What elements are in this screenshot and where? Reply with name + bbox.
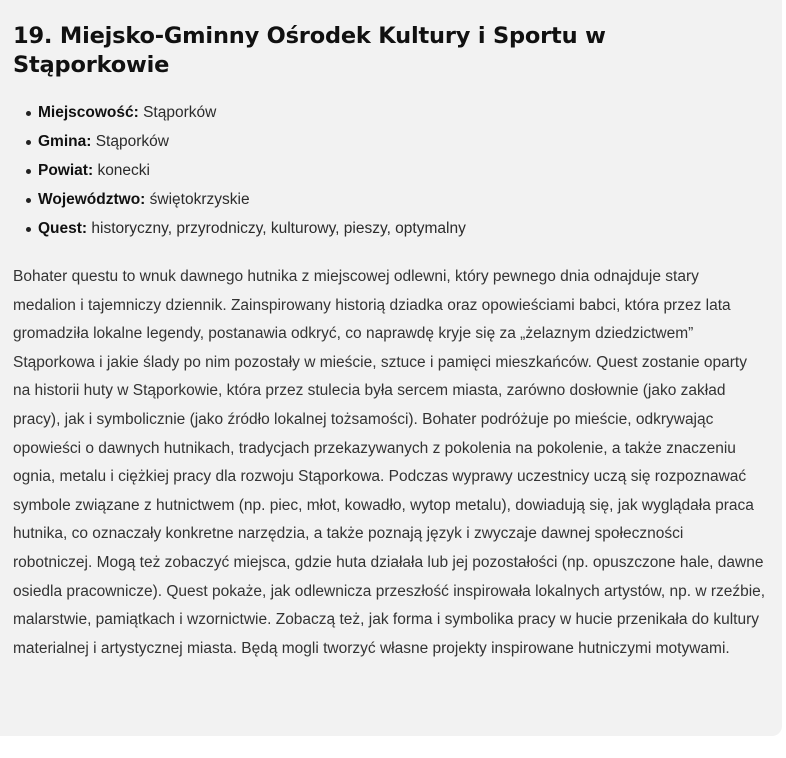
- detail-value: Stąporków: [143, 104, 217, 121]
- detail-value: konecki: [97, 162, 150, 179]
- details-list: [13, 98, 768, 243]
- detail-label: Gmina:: [38, 133, 92, 150]
- detail-value: historyczny, przyrodniczy, kulturowy, pieszy, optymalny: [91, 220, 466, 237]
- quest-title: 19. Miejsko-Gminny Ośrodek Kultury i Sportu w Stąporkowie: [13, 23, 606, 78]
- detail-label: Miejscowość:: [38, 104, 139, 121]
- detail-item-wojewodztwo: [38, 185, 768, 214]
- detail-item-quest: [38, 214, 768, 243]
- detail-value: świętokrzyskie: [149, 191, 250, 208]
- detail-item-gmina: [38, 127, 768, 156]
- detail-item-miejscowosc: [38, 98, 768, 127]
- detail-label: Quest:: [38, 220, 88, 237]
- detail-value: Stąporków: [95, 133, 169, 150]
- quest-description: Bohater questu to wnuk dawnego hutnika z miejscowej odlewni, który pewnego dnia odnajduje stary medalion i tajemniczy dziennik. Zainspirowany historią dziadka oraz opowieściami babci, która przez lata gromadziła lokalne legendy, postanawia odkryć, co naprawdę kryje się za „żelaznym dziedzictwem” Stąporkowa i jakie ślady po nim pozostały w mieście, sztuce i pamięci mieszkańców. Quest zostanie oparty na historii huty w Stąporkowie, która przez stulecia była sercem miasta, zarówno dosłownie (jako zakład pracy), jak i symbolicznie (jako źródło lokalnej tożsamości). Bohater podróżuje po mieście, odkrywając opowieści o dawnych hutnikach, tradycjach przekazywanych z pokolenia na pokolenie, a także znaczeniu ognia, metalu i ciężkiej pracy dla rozwoju Stąporkowa. Podczas wyprawy uczestnicy uczą się rozpoznawać symbole związane z hutnictwem (np. piec, młot, kowadło, wytop metalu), dowiadują się, jak wyglądała praca hutnika, co oznaczały konkretne narzędzia, a także poznają język i zwyczaje dawnej społeczności robotniczej. Mogą też zobaczyć miejsca, gdzie huta działała lub jej pozostałości (np. opuszczone hale, dawne osiedla pracownicze). Quest pokaże, jak odlewnicza przeszłość inspirowała lokalnych artystów, np. w rzeźbie, malarstwie, pamiątkach i wzornictwie. Zobaczą też, jak forma i symbolika pracy w hucie przenikała do kultury materialnej i artystycznej miasta. Będą mogli tworzyć własne projekty inspirowane hutniczymi motywami.: [13, 268, 766, 657]
- detail-label: Powiat:: [38, 162, 94, 179]
- detail-label: Województwo:: [38, 191, 146, 208]
- detail-item-powiat: [38, 156, 768, 185]
